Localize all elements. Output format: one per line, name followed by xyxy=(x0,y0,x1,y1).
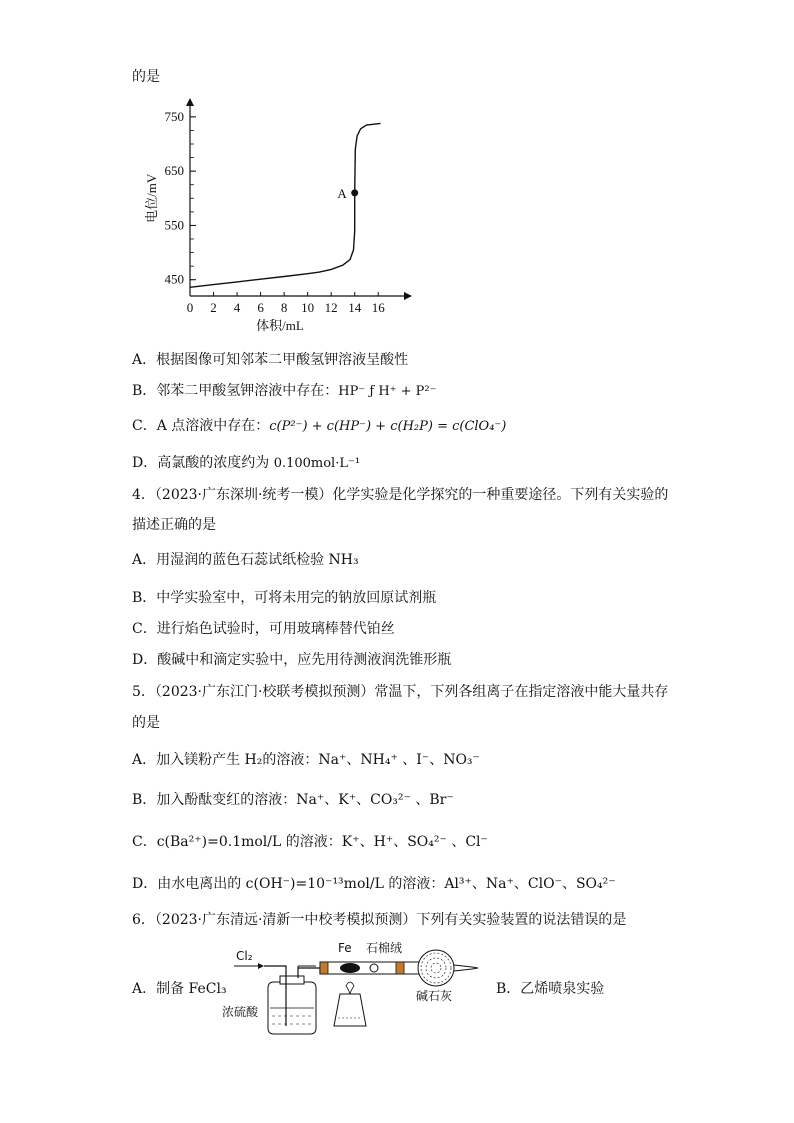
x-tick-label: 10 xyxy=(301,300,315,315)
fe-label: Fe xyxy=(338,941,352,955)
q5-option-c: C．c(Ba²⁺)=0.1mol/L 的溶液：K⁺、H⁺、SO₄²⁻ 、Cl⁻ xyxy=(132,834,488,850)
drying-ball xyxy=(418,950,454,986)
q5-option-d: D．由水电离出的 c(OH⁻)=10⁻¹³mol/L 的溶液：Al³⁺、Na⁺、ClO⁻、SO₄²⁻ xyxy=(132,876,616,892)
point-a-marker xyxy=(351,189,358,196)
q5-option-b: B．加入酚酞变红的溶液：Na⁺、K⁺、CO₃²⁻ 、Br⁻ xyxy=(132,792,454,808)
apparatus-diagram xyxy=(220,938,490,1038)
x-tick-label: 4 xyxy=(233,300,241,315)
option-c-formula: c(P²⁻) + c(HP⁻) + c(H₂P) = c(ClO₄⁻) xyxy=(269,419,507,434)
x-axis-arrow xyxy=(404,292,412,300)
option-b xyxy=(132,380,437,400)
titration-curve xyxy=(190,123,381,287)
question-text: 的是 xyxy=(132,69,160,85)
x-tick-label: 14 xyxy=(348,300,362,315)
option-d-formula: 0.100mol·L⁻¹ xyxy=(273,456,361,471)
y-tick-label: 750 xyxy=(164,108,184,124)
y-tick-label: 550 xyxy=(164,217,184,233)
y-tick-label: 650 xyxy=(164,163,184,179)
x-axis-label: 体积/mL xyxy=(256,318,304,333)
alcohol-lamp xyxy=(334,994,366,1026)
lime-label: 碱石灰 xyxy=(416,989,453,1003)
arrow-head xyxy=(258,963,264,969)
option-b-prefix: B．邻苯二甲酸氢钾溶液中存在： xyxy=(132,383,339,399)
question-4-stem-cont: 描述正确的是 xyxy=(132,517,216,533)
question-5-stem: 5．（2023·广东江门·校联考模拟预测）常温下，下列各组离子在指定溶液中能大量共存 xyxy=(132,684,669,700)
point-a-label: A xyxy=(337,185,347,201)
y-axis-arrow xyxy=(186,98,194,106)
asbestos-plug xyxy=(370,964,378,972)
x-tick-label: 0 xyxy=(186,300,194,315)
question-6-stem: 6．（2023·广东清远·清新一中校考模拟预测）下列有关实验装置的说法错误的是 xyxy=(132,912,627,928)
option-b-formula: HP⁻ ƒ H⁺ + P²⁻ xyxy=(338,384,437,399)
option-d xyxy=(132,452,360,472)
acid-label: 浓硫酸 xyxy=(222,1005,259,1019)
asbestos-label: 石棉绒 xyxy=(366,941,403,955)
question-5-stem-cont: 的是 xyxy=(132,715,160,731)
q4-option-c: C．进行焰色试验时，可用玻璃棒替代铂丝 xyxy=(132,621,395,637)
question-4-stem: 4．（2023·广东深圳·统考一模）化学实验是化学探究的一种重要途径。下列有关实验的 xyxy=(132,487,669,503)
cl2-label: Cl₂ xyxy=(236,949,253,963)
x-tick-label: 6 xyxy=(257,300,264,315)
fe-sample xyxy=(340,963,360,973)
x-tick-label: 12 xyxy=(324,300,338,315)
q4-option-b: B．中学实验室中，可将未用完的钠放回原试剂瓶 xyxy=(132,590,437,606)
q4-option-d: D．酸碱中和滴定实验中，应先用待测液润洗锥形瓶 xyxy=(132,652,452,668)
x-tick-label: 16 xyxy=(371,300,385,315)
flame xyxy=(346,982,354,994)
y-axis-label: 电位/mV xyxy=(144,173,159,223)
option-c xyxy=(132,415,506,435)
option-a: A．根据图像可知邻苯二甲酸氢钾溶液呈酸性 xyxy=(132,352,409,368)
q4-option-a: A．用湿润的蓝色石蕊试纸检验 NH₃ xyxy=(132,552,359,568)
drying-tube-outlet xyxy=(454,965,478,971)
x-tick-label: 8 xyxy=(280,300,288,315)
tube-connector xyxy=(396,962,404,974)
q6-option-b: B．乙烯喷泉实验 xyxy=(496,981,605,997)
x-tick-label: 2 xyxy=(210,300,217,315)
y-tick-label: 450 xyxy=(164,271,184,287)
titration-chart xyxy=(144,96,440,336)
option-c-prefix: C．A 点溶液中存在： xyxy=(132,418,270,434)
q6-option-a: A．制备 FeCl₃ xyxy=(132,981,227,997)
q5-option-a: A．加入镁粉产生 H₂的溶液：Na⁺、NH₄⁺ 、I⁻、NO₃⁻ xyxy=(132,752,480,768)
bottle-stopper xyxy=(280,976,304,984)
tube-connector xyxy=(320,962,328,974)
option-d-prefix: D．高氯酸的浓度约为 xyxy=(132,455,274,471)
